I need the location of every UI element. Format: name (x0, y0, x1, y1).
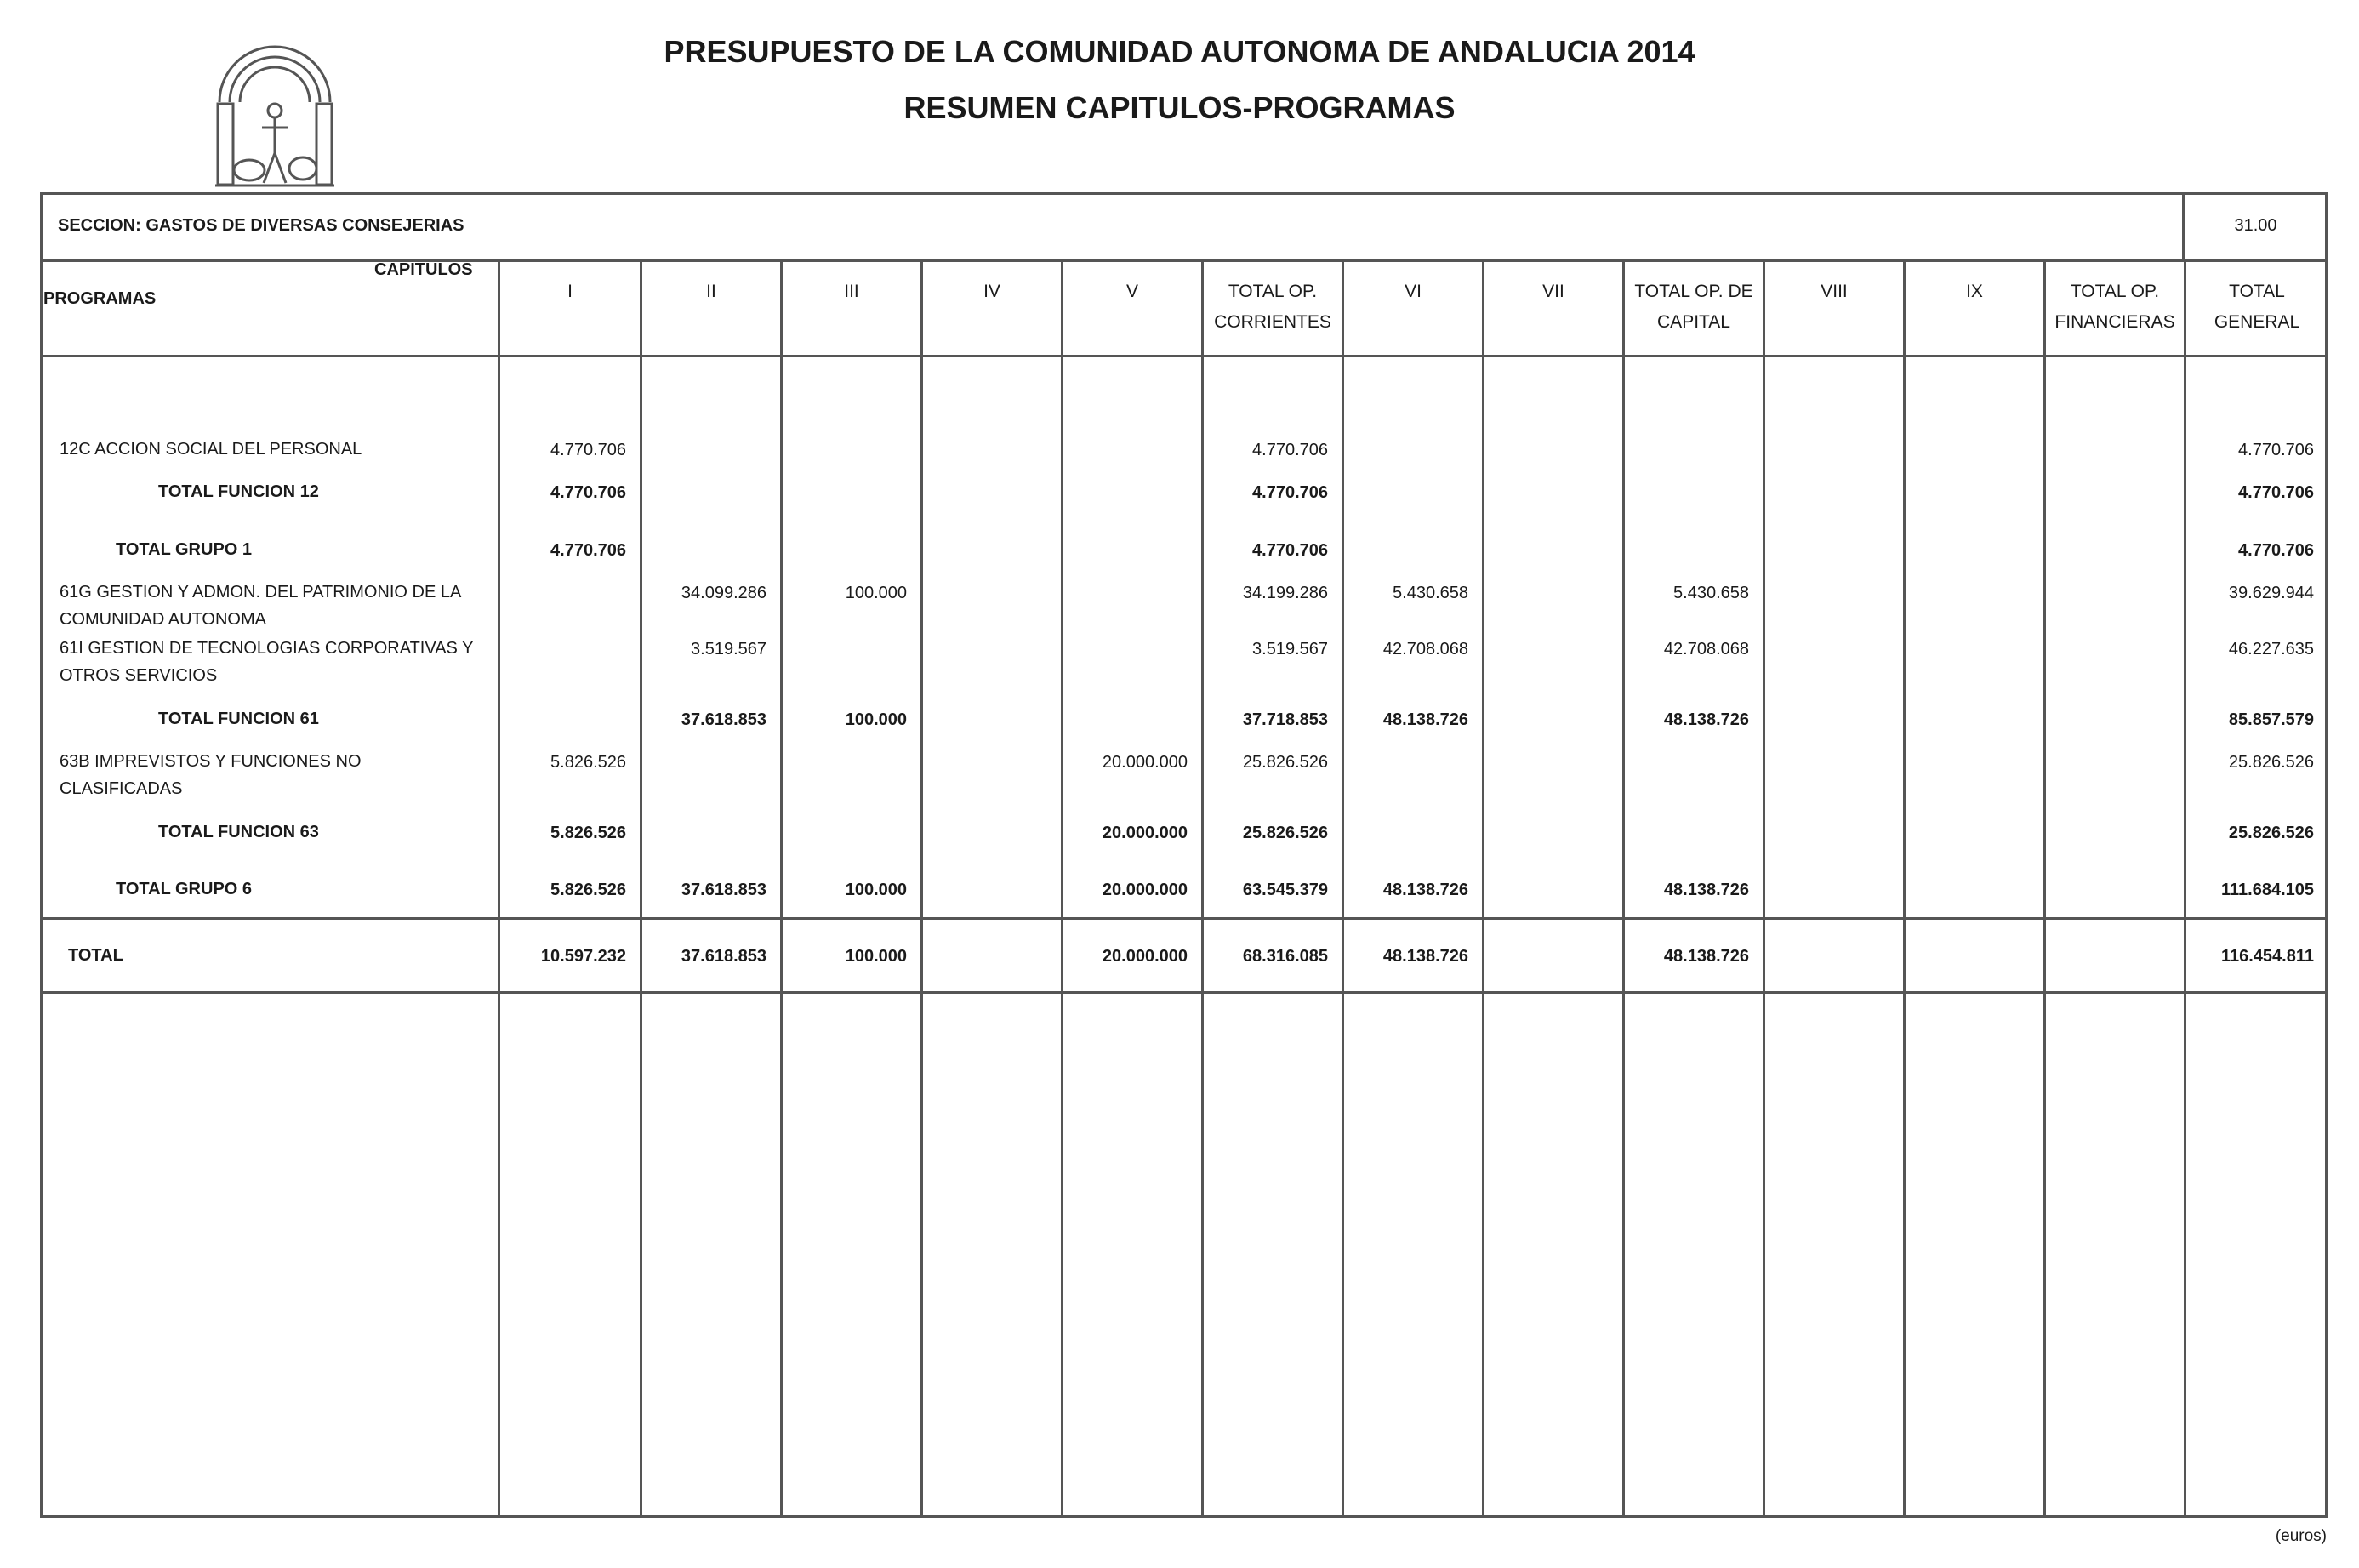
cell-total-corrientes: 37.718.853 (1242, 710, 1328, 729)
header-col-iii: III (844, 282, 859, 301)
cell-total-general: 4.770.706 (2238, 541, 2314, 560)
cell-total-corrientes: 34.199.286 (1242, 584, 1328, 602)
cell-ii: 3.519.567 (691, 640, 766, 659)
cell-total-corrientes: 4.770.706 (1252, 483, 1328, 502)
cell-v: 20.000.000 (1102, 824, 1188, 842)
cell-i: 5.826.526 (550, 753, 626, 772)
cell-iii: 100.000 (845, 710, 907, 729)
header-col-ix: IX (1966, 282, 1983, 301)
col-divider (2043, 260, 2046, 1518)
cell-total-corrientes: 25.826.526 (1242, 753, 1328, 772)
header-col-ii: II (706, 282, 716, 301)
section-code: 31.00 (2234, 216, 2277, 235)
cell-vi: 48.138.726 (1382, 710, 1468, 729)
cell-total-general: 39.629.944 (2228, 584, 2314, 602)
cell-i: 5.826.526 (550, 824, 626, 842)
units-note: (euros) (2275, 1527, 2327, 1545)
cell-ii: 37.618.853 (681, 881, 766, 899)
total-top-line (40, 917, 2328, 920)
budget-table (40, 192, 2328, 1518)
header-col-total-corrientes-1: TOTAL OP. (1228, 282, 1318, 301)
row-label: 61G GESTION Y ADMON. DEL PATRIMONIO DE LA (60, 583, 462, 602)
row-label-total-funcion: TOTAL FUNCION 12 (158, 482, 319, 501)
row-label: 61I GESTION DE TECNOLOGIAS CORPORATIVAS Y (60, 639, 474, 658)
cell-total-general: 111.684.105 (2220, 881, 2314, 899)
cell-vi: 42.708.068 (1382, 640, 1468, 659)
cell-total-general: 85.857.579 (2228, 710, 2314, 729)
cell-v: 20.000.000 (1102, 753, 1188, 772)
cell-i: 5.826.526 (550, 881, 626, 899)
header-col-total-financieras-1: TOTAL OP. (2070, 282, 2160, 301)
header-col-viii: VIII (1821, 282, 1848, 301)
cell-i: 4.770.706 (550, 441, 626, 459)
cell-total-capital: 42.708.068 (1663, 640, 1749, 659)
total-cell-v: 20.000.000 (1102, 947, 1188, 966)
cell-total-corrientes: 4.770.706 (1252, 541, 1328, 560)
row-label-total-grupo: TOTAL GRUPO 1 (116, 540, 253, 559)
cell-iii: 100.000 (845, 584, 907, 602)
document-title: PRESUPUESTO DE LA COMUNIDAD AUTONOMA DE ANDALUCIA 2014 (664, 34, 1695, 69)
cell-total-corrientes: 3.519.567 (1252, 640, 1328, 659)
cell-ii: 37.618.853 (681, 710, 766, 729)
cell-total-capital: 48.138.726 (1663, 710, 1749, 729)
header-capitulos: CAPITULOS (374, 260, 473, 279)
row-label: 12C ACCION SOCIAL DEL PERSONAL (60, 440, 362, 459)
document-subtitle: RESUMEN CAPITULOS-PROGRAMAS (903, 90, 1456, 125)
cell-total-capital: 5.430.658 (1673, 584, 1749, 602)
header-col-total-capital-2: CAPITAL (1657, 312, 1730, 332)
cell-vi: 48.138.726 (1382, 881, 1468, 899)
cell-total-capital: 48.138.726 (1663, 881, 1749, 899)
col-divider (920, 260, 923, 1518)
header-col-vi: VI (1405, 282, 1422, 301)
row-label-cont: COMUNIDAD AUTONOMA (60, 610, 266, 629)
cell-total-corrientes: 25.826.526 (1242, 824, 1328, 842)
total-cell-vi: 48.138.726 (1382, 947, 1468, 966)
row-label-cont: CLASIFICADAS (60, 779, 183, 798)
cell-total-corrientes: 4.770.706 (1252, 441, 1328, 459)
total-cell-total-corrientes: 68.316.085 (1242, 947, 1328, 966)
row-label: 63B IMPREVISTOS Y FUNCIONES NO (60, 752, 362, 771)
header-programas: PROGRAMAS (43, 289, 157, 308)
cell-total-general: 25.826.526 (2228, 753, 2314, 772)
cell-total-general: 25.826.526 (2228, 824, 2314, 842)
total-cell-ii: 37.618.853 (681, 947, 766, 966)
col-divider (1482, 260, 1484, 1518)
header-col-i: I (567, 282, 573, 301)
cell-total-general: 46.227.635 (2228, 640, 2314, 659)
col-divider (1763, 260, 1765, 1518)
header-col-iv: IV (983, 282, 1000, 301)
cell-v: 20.000.000 (1102, 881, 1188, 899)
row-label-cont: OTROS SERVICIOS (60, 666, 218, 685)
cell-vi: 5.430.658 (1393, 584, 1468, 602)
cell-iii: 100.000 (845, 881, 907, 899)
header-col-total-capital-1: TOTAL OP. DE (1634, 282, 1753, 301)
header-col-total-general-2: GENERAL (2214, 312, 2300, 332)
header-col-v: V (1125, 282, 1138, 301)
row-label-total-grupo: TOTAL GRUPO 6 (116, 880, 253, 898)
total-cell-total-general: 116.454.811 (2220, 947, 2314, 966)
cell-total-general: 4.770.706 (2238, 441, 2314, 459)
cell-total-general: 4.770.706 (2238, 483, 2314, 502)
row-label-total-funcion: TOTAL FUNCION 63 (158, 823, 319, 841)
cell-i: 4.770.706 (550, 541, 626, 560)
header-col-total-general-1: TOTAL (2229, 282, 2285, 301)
cell-i: 4.770.706 (550, 483, 626, 502)
total-cell-iii: 100.000 (845, 947, 907, 966)
cell-ii: 34.099.286 (681, 584, 766, 602)
total-bottom-line (40, 991, 2328, 994)
header-bottom-line (40, 355, 2328, 357)
col-divider (1903, 260, 1906, 1518)
section-label: SECCION: GASTOS DE DIVERSAS CONSEJERIAS (58, 216, 464, 235)
header-col-total-financieras-2: FINANCIERAS (2054, 312, 2175, 332)
row-label-total-funcion: TOTAL FUNCION 61 (158, 710, 319, 728)
total-cell-total-capital: 48.138.726 (1663, 947, 1749, 966)
header-col-total-corrientes-2: CORRIENTES (1214, 312, 1331, 332)
header-col-vii: VII (1542, 282, 1564, 301)
total-row-label: TOTAL (68, 946, 123, 965)
cell-total-corrientes: 63.545.379 (1242, 881, 1328, 899)
total-cell-i: 10.597.232 (540, 947, 626, 966)
